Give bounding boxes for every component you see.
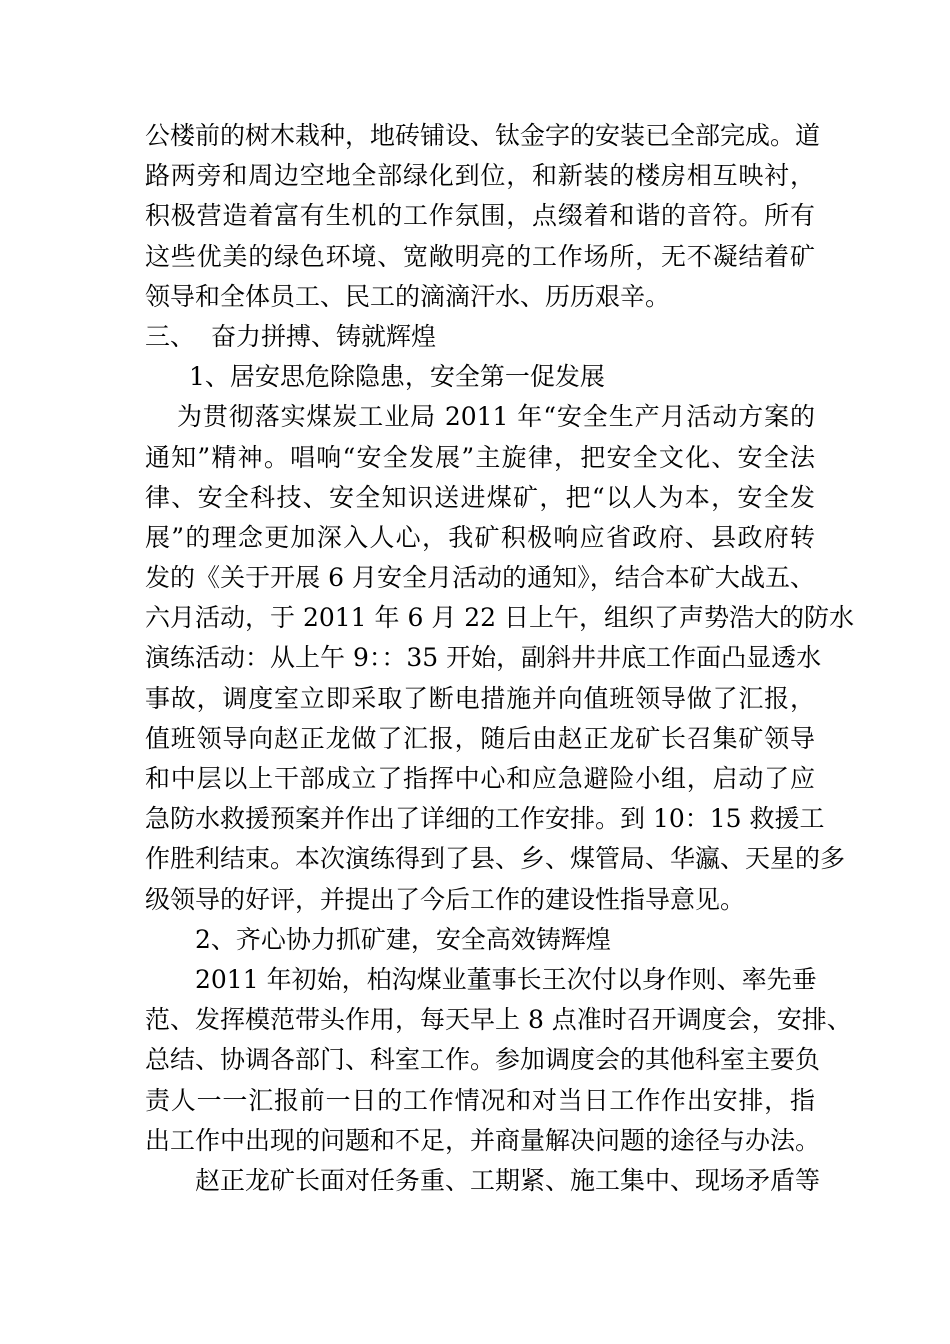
section-title: 奋力拼搏、铸就辉煌 (211, 321, 437, 351)
text-line: 范、发挥模范带头作用，每天早上 8 点准时召开调度会，安排、 (145, 1005, 852, 1035)
section-number: 三、 (145, 321, 196, 351)
text-line: 总结、协调各部门、科室工作。参加调度会的其他科室主要负 (145, 1045, 821, 1075)
text-line: 级领导的好评，并提出了今后工作的建设性指导意见。 (145, 884, 746, 914)
text-line: 通知”精神。唱响“安全发展”主旋律，把安全文化、安全法 (145, 442, 815, 472)
text-line: 演练活动：从上午 9：：35 开始，副斜井井底工作面凸显透水 (145, 643, 822, 673)
text-line: 事故，调度室立即采取了断电措施并向值班领导做了汇报， (145, 683, 815, 713)
text-line: 领导和全体员工、民工的滴滴汗水、历历艰辛。 (145, 281, 671, 311)
document-body (145, 116, 855, 1201)
text-line: 作胜利结束。本次演练得到了县、乡、煤管局、华瀛、天星的多 (145, 844, 846, 874)
paragraph-first-line: 赵正龙矿长面对任务重、工期紧、施工集中、现场矛盾等 (195, 1165, 821, 1195)
text-line: 积极营造着富有生机的工作氛围，点缀着和谐的音符。所有 (145, 201, 815, 231)
text-line: 这些优美的绿色环境、宽敞明亮的工作场所，无不凝结着矿 (145, 241, 815, 271)
paragraph-first-line: 为贯彻落实煤炭工业局 2011 年“安全生产月活动方案的 (177, 402, 815, 432)
text-line: 出工作中出现的问题和不足，并商量解决问题的途径与办法。 (145, 1125, 821, 1155)
text-line: 发的《关于开展 6 月安全月活动的通知》，结合本矿大战五、 (145, 563, 815, 593)
text-line: 责人一一汇报前一日的工作情况和对当日工作作出安排，指 (145, 1085, 815, 1115)
text-line: 和中层以上干部成立了指挥中心和应急避险小组，启动了应 (145, 764, 815, 793)
text-line: 律、安全科技、安全知识送进煤矿，把“以人为本，安全发 (145, 482, 815, 512)
text-line: 六月活动，于 2011 年 6 月 22 日上午，组织了声势浩大的防水 (145, 603, 855, 633)
text-line: 急防水救援预案并作出了详细的工作安排。到 10：15 救援工 (145, 804, 825, 834)
subsection-heading: 2、齐心协力抓矿建，安全高效铸辉煌 (195, 924, 611, 954)
text-line: 路两旁和周边空地全部绿化到位，和新装的楼房相互映衬， (145, 161, 815, 191)
subsection-heading: 1、居安思危除隐患，安全第一促发展 (189, 362, 605, 392)
text-line: 值班领导向赵正龙做了汇报，随后由赵正龙矿长召集矿领导 (145, 723, 815, 753)
text-line: 公楼前的树木栽种，地砖铺设、钛金字的安装已全部完成。道 (145, 121, 821, 150)
text-line: 展”的理念更加深入人心，我矿积极响应省政府、县政府转 (145, 522, 815, 552)
paragraph-first-line: 2011 年初始，柏沟煤业董事长王次付以身作则、率先垂 (195, 964, 817, 994)
section-heading (145, 317, 815, 357)
